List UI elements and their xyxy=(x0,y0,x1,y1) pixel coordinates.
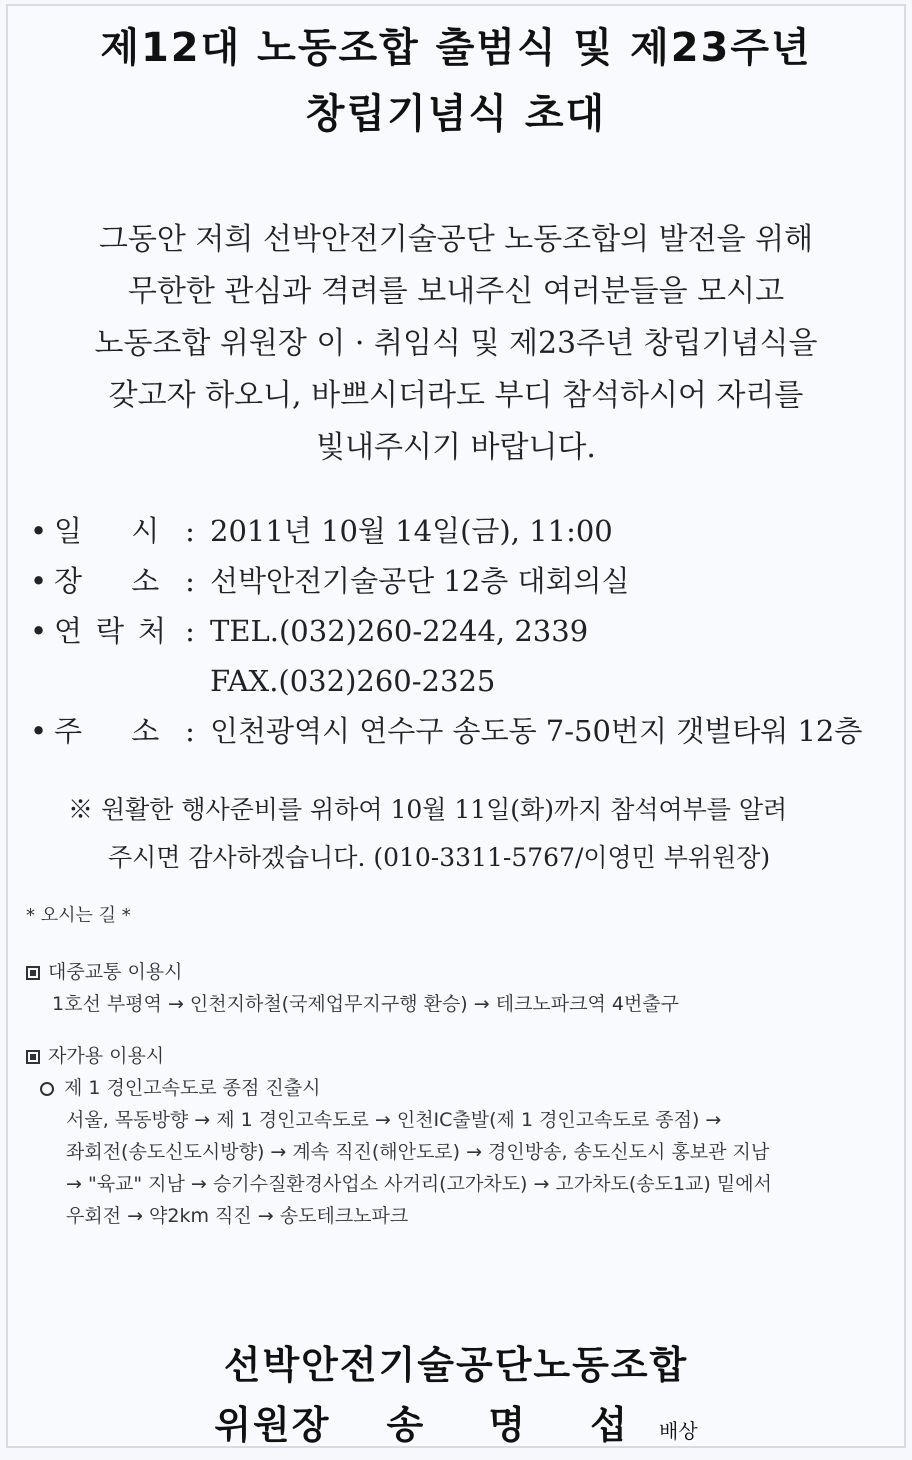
car-route-line: 서울, 목동방향 → 제 1 경인고속도로 → 인천IC출발(제 1 경인고속도로 종점) → xyxy=(66,1109,722,1131)
directions-transit xyxy=(26,956,894,1020)
detail-fax xyxy=(30,656,894,706)
car-title-text: 자가용 이용시 xyxy=(48,1045,165,1067)
detail-value-fax: FAX.(032)260-2325 xyxy=(210,664,496,698)
intro-line: 무한한 관심과 격려를 보내주신 여러분들을 모시고 xyxy=(127,274,785,309)
transit-title xyxy=(26,956,894,988)
intro-paragraph xyxy=(48,214,864,474)
intro-line: 노동조합 위원장 이 · 취임식 및 제23주년 창립기념식을 xyxy=(94,326,818,361)
intro-line: 그동안 저희 선박안전기술공단 노동조합의 발전을 위해 xyxy=(98,222,814,257)
detail-label-contact: 연락처 xyxy=(54,614,181,648)
directions-car xyxy=(26,1040,894,1232)
detail-separator: : xyxy=(185,714,195,748)
detail-label-address: 주 소 xyxy=(54,714,180,748)
footer-signature xyxy=(8,1394,904,1449)
footer-closing: 배상 xyxy=(659,1419,698,1443)
car-route-line: 좌회전(송도신도시방향) → 계속 직진(해안도로) → 경인방송, 송도신도시 홍보관 지남 xyxy=(66,1141,770,1163)
footer-organization: 선박안전기술공단노동조합 xyxy=(223,1343,689,1387)
detail-contact xyxy=(30,606,894,656)
footer-position: 위원장 xyxy=(214,1403,331,1447)
car-route-line: 우회전 → 약2km 직진 → 송도테크노파크 xyxy=(66,1205,409,1227)
invitation-page xyxy=(6,4,906,1448)
intro-line: 빛내주시기 바랍니다. xyxy=(316,430,596,465)
title-line-2: 창립기념식 초대 xyxy=(305,91,607,137)
car-title xyxy=(26,1040,894,1072)
detail-place xyxy=(30,556,894,606)
detail-separator: : xyxy=(185,514,195,548)
detail-separator: : xyxy=(185,564,195,598)
detail-value-tel: TEL.(032)260-2244, 2339 xyxy=(210,614,589,648)
bullet: • xyxy=(30,564,48,598)
event-details xyxy=(30,506,894,756)
notice-line-1: ※ 원활한 행사준비를 위하여 10월 11일(화)까지 참석여부를 알려 xyxy=(68,795,788,824)
circle-icon xyxy=(40,1082,54,1096)
detail-address xyxy=(30,706,894,756)
detail-separator: : xyxy=(185,614,195,648)
checkbox-square-icon xyxy=(26,966,40,980)
car-subtitle-text: 제 1 경인고속도로 종점 진출시 xyxy=(64,1077,321,1099)
bullet: • xyxy=(30,514,48,548)
title-line-1: 제12대 노동조합 출범식 및 제23주년 xyxy=(100,25,812,71)
detail-label-place: 장 소 xyxy=(54,564,180,598)
bullet: • xyxy=(30,614,48,648)
footer-name: 송 명 섭 xyxy=(386,1403,654,1447)
car-route-line: → "육교" 지남 → 승기수질환경사업소 사거리(고가차도) → 고가차도(송도1교) 밑에서 xyxy=(66,1173,772,1195)
car-subtitle xyxy=(26,1072,894,1104)
transit-route: 1호선 부평역 → 인천지하철(국제업무지구행 환승) → 테크노파크역 4번출구 xyxy=(52,993,680,1015)
detail-date xyxy=(30,506,894,556)
transit-title-text: 대중교통 이용시 xyxy=(48,961,183,983)
notice-line-2: 주시면 감사하겠습니다. (010-3311-5767/이영민 부위원장) xyxy=(108,843,771,872)
checkbox-square-icon xyxy=(26,1050,40,1064)
detail-label-date: 일 시 xyxy=(54,514,180,548)
detail-value-date: 2011년 10월 14일(금), 11:00 xyxy=(210,514,613,548)
detail-value-place: 선박안전기술공단 12층 대회의실 xyxy=(210,564,630,598)
bullet: • xyxy=(30,714,48,748)
detail-value-address: 인천광역시 연수구 송도동 7-50번지 갯벌타워 12층 xyxy=(210,714,863,748)
directions-heading: * 오시는 길 * xyxy=(26,905,131,926)
rsvp-notice xyxy=(68,786,890,882)
intro-line: 갖고자 하오니, 바쁘시더라도 부디 참석하시어 자리를 xyxy=(108,378,804,413)
